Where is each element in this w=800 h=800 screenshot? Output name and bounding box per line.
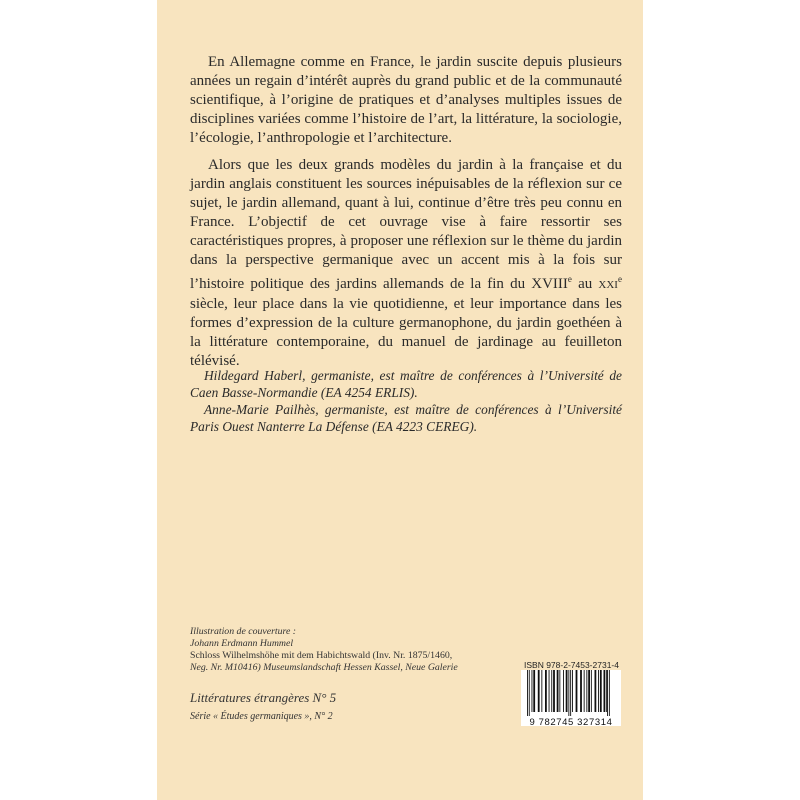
- isbn-label: ISBN 978-2-7453-2731-4: [524, 660, 619, 670]
- credits-work-line-2: Neg. Nr. M10416) Museumslandschaft Hessen Kassel, Neue Galerie: [190, 662, 458, 673]
- author-bio-pailhes: Anne-Marie Pailhès, germaniste, est maître de conférences à l’Université Paris Ouest Nanterre La Défense (EA 4223 CEREG).: [190, 402, 622, 434]
- century-superscript: e: [617, 274, 622, 284]
- credits-work-line-1: Schloss Wilhelmshöhe mit dem Habichtswald (Inv. Nr. 1875/1460,: [190, 650, 453, 661]
- author-bio-haberl: Hildegard Haberl, germaniste, est maître de conférences à l’Université de Caen Basse-Normandie (EA 4254 ERLIS).: [190, 368, 622, 400]
- credits-artist: Johann Erdmann Hummel: [190, 638, 294, 649]
- series-title: Littératures étrangères N° 5: [190, 690, 337, 705]
- barcode: [521, 670, 621, 726]
- century-label: XXI: [598, 279, 618, 291]
- century-superscript: e: [567, 274, 572, 284]
- summary-paragraph-2: [190, 156, 622, 371]
- series-subtitle: Série « Études germaniques », N° 2: [190, 711, 333, 722]
- cover-illustration-credits: [190, 626, 520, 674]
- summary-paragraph-2-text-a: Alors que les deux grands modèles du jardin à la française et du jardin anglais constituent les sources inépuisables de la réflexion sur ce sujet, le jardin allemand, quant à lui, continue d’être très peu connu en France. L’objectif de cet ouvrage vise à faire ressortir ses caractéristiques propres, à proposer une réflexion sur le thème du jardin dans la perspective germanique avec un accent mis à la fois sur l’histoire politique des jardins allemands de la fin du XVIII: [190, 157, 622, 292]
- barcode-bars: [521, 670, 621, 716]
- summary-paragraph-1: En Allemagne comme en France, le jardin suscite depuis plusieurs années un regain d’intérêt auprès du grand public et de la communauté scientifique, à l’origine de pratiques et d’analyses multiples issues de disciplines variées comme l’histoire de l’art, la littérature, la sociologie, l’écologie, l’anthropologie et l’architecture.: [190, 54, 622, 146]
- barcode-digits: 9 782745 327314: [529, 717, 613, 728]
- credits-label: Illustration de couverture :: [190, 626, 297, 637]
- summary-paragraph-2-text-b: au: [571, 276, 599, 292]
- summary-paragraph-2-text-c: siècle, leur place dans la vie quotidienne, et leur importance dans les formes d’expression de la culture germanophone, du jardin goethéen à la littérature contemporaine, du manuel de jardinage au feuilleton télévisé.: [190, 296, 622, 369]
